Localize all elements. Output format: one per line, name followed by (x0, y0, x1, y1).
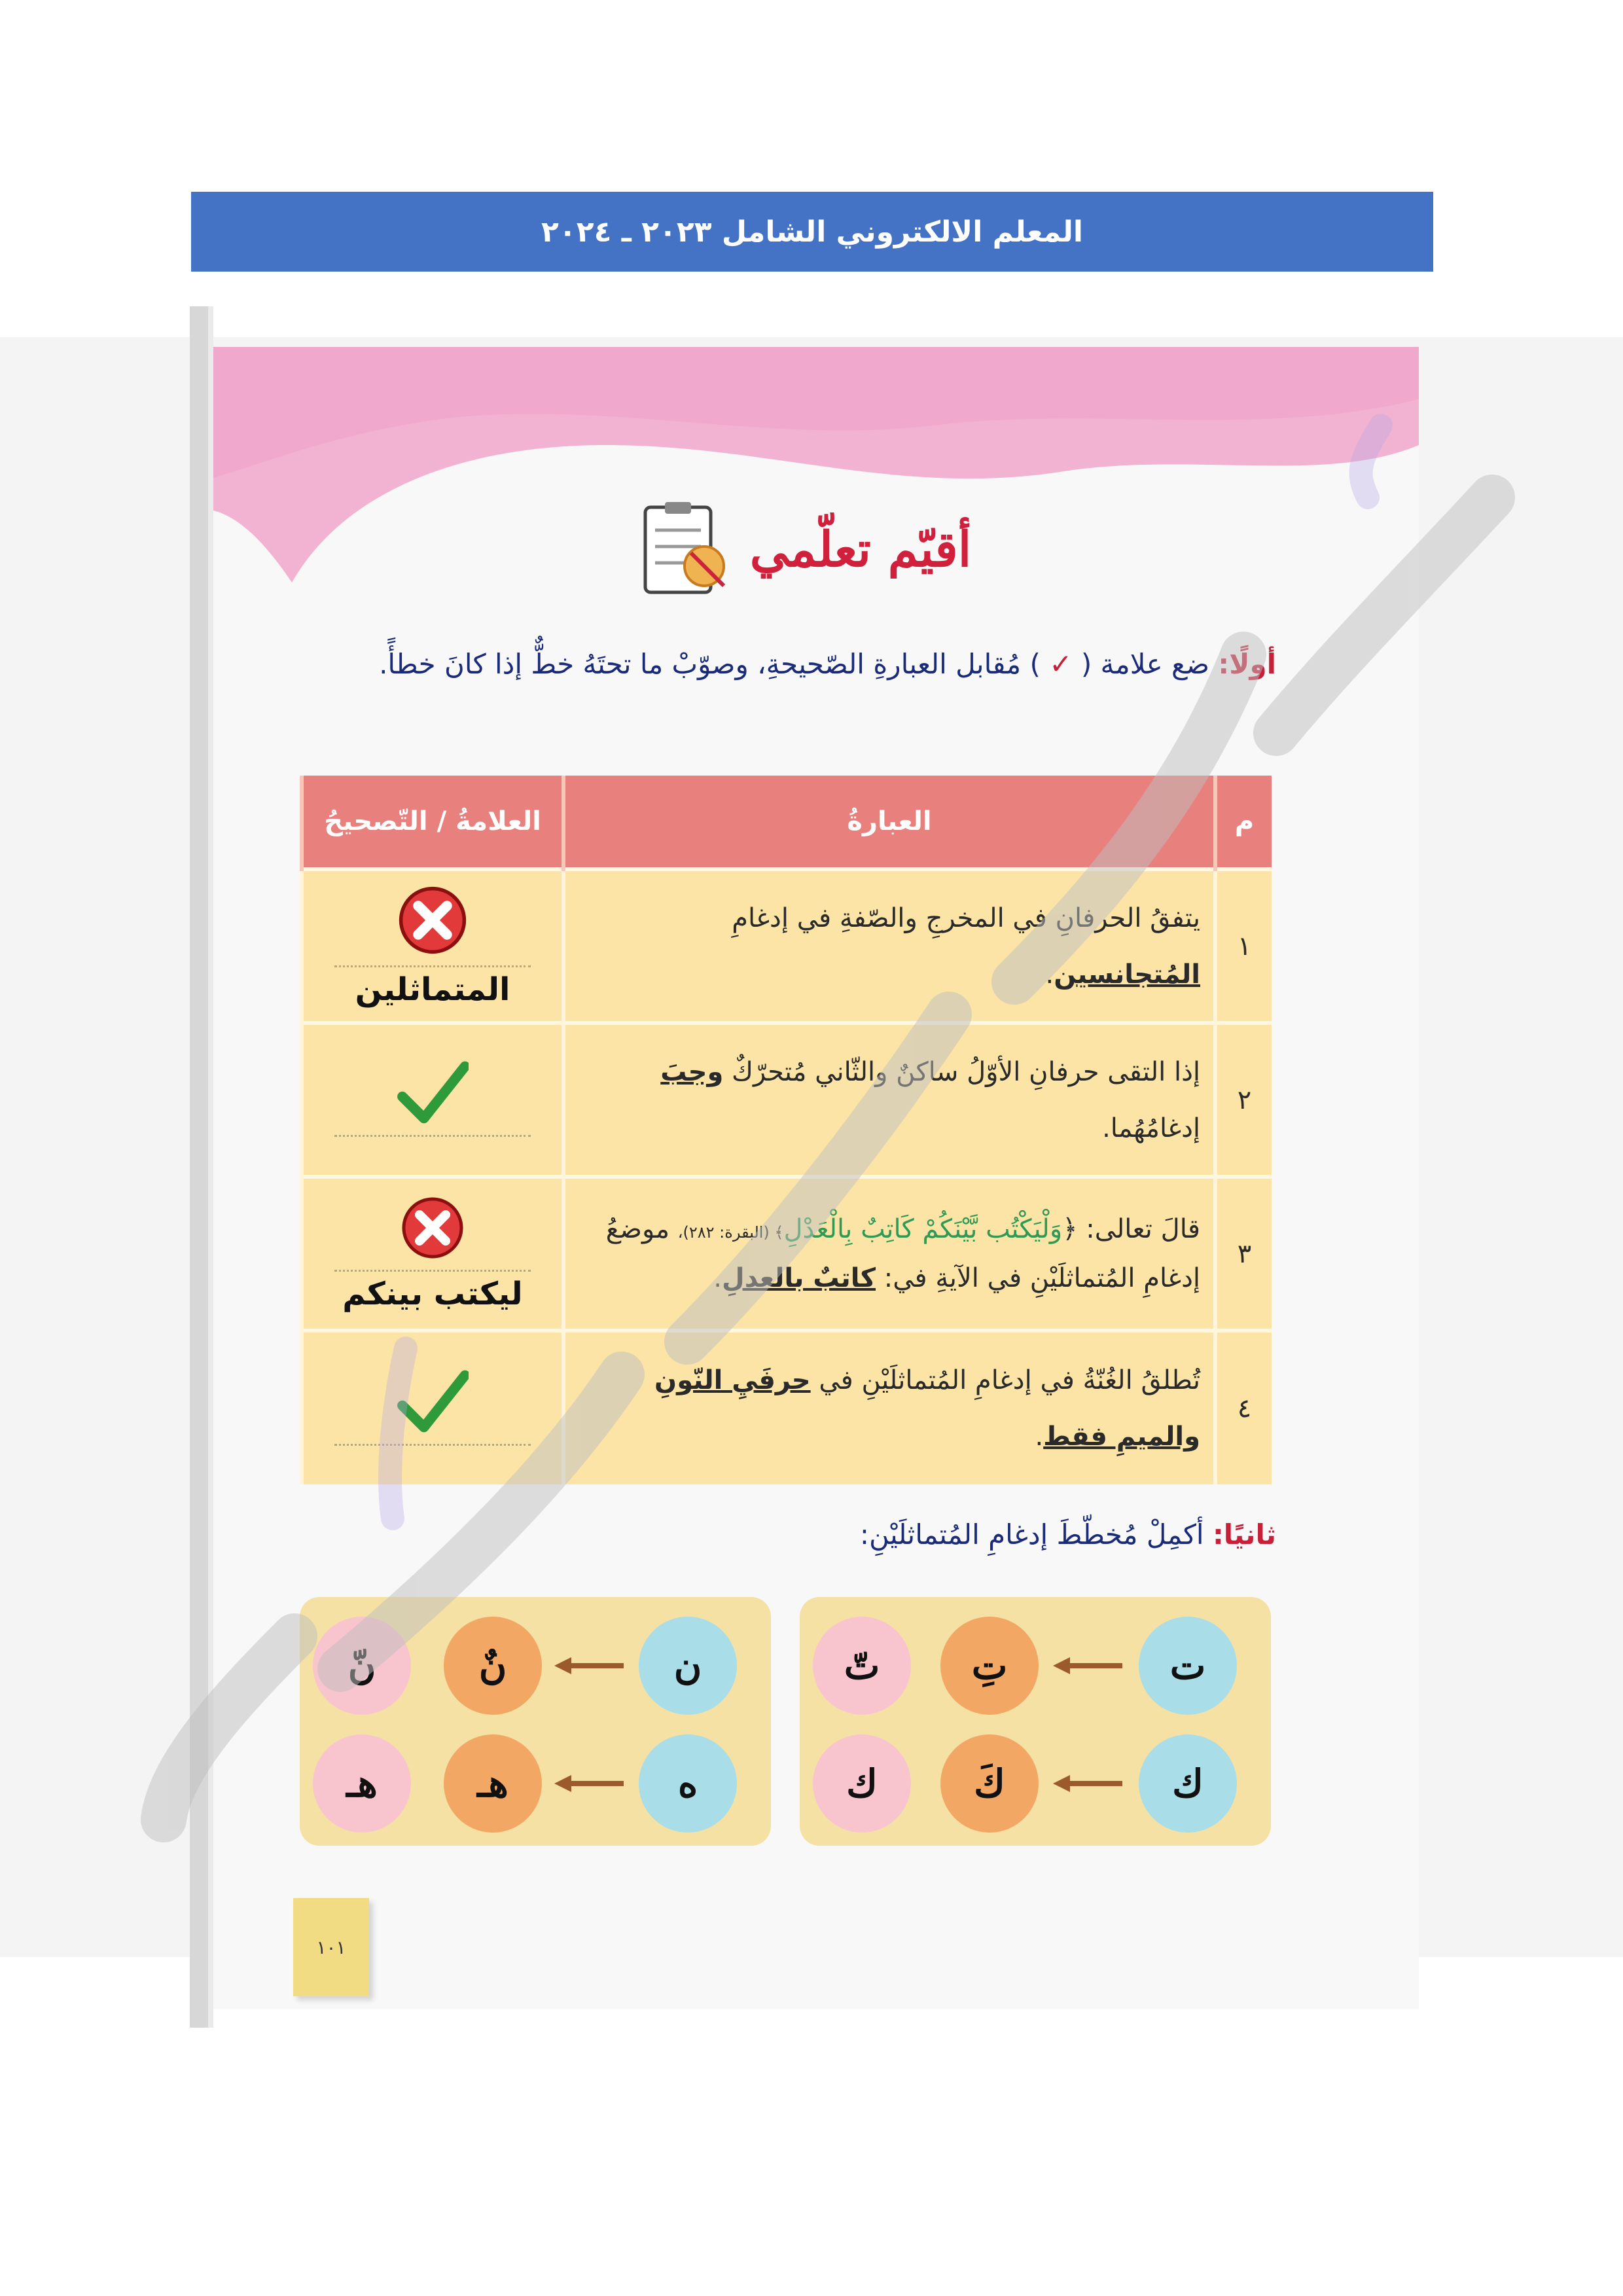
document-header (191, 192, 1433, 272)
dotted-line (334, 1444, 531, 1446)
diagram-circle-step: كَ (940, 1734, 1039, 1833)
lesson-title: أقيّم تعلّمي (749, 522, 972, 578)
statement-end: إدغامُهُما. (1102, 1113, 1200, 1143)
section1-label: أولًا: (1218, 648, 1276, 680)
instruction-1 (281, 638, 1276, 691)
row-mark (302, 1177, 563, 1331)
statement-end: . (1035, 1422, 1044, 1452)
row-statement (563, 1331, 1215, 1484)
row-mark (302, 1331, 563, 1484)
statement-text-2: موضعُ إدغامِ المُتماثلَيْنِ في الآيةِ في: (605, 1214, 1200, 1293)
row-number: ٣ (1215, 1177, 1272, 1331)
check-icon (397, 1369, 469, 1435)
statement-text: يتفقُ الحرفانِ في المخرجِ والصّفةِ في إدغامِ (732, 903, 1200, 933)
diagram-circle-result: نّ (313, 1617, 411, 1715)
row-statement (563, 869, 1215, 1023)
instruction-2 (753, 1518, 1276, 1551)
diagram-circle-original: ن (639, 1617, 737, 1715)
arrow-left-icon (1050, 1656, 1122, 1676)
diagram-circle-step: نٌ (444, 1617, 542, 1715)
arrow-left-icon (552, 1656, 624, 1676)
correction-text: المتماثلين (355, 971, 510, 1008)
arrow-left-icon (552, 1774, 624, 1793)
diagram-circle-result: تّ (813, 1617, 911, 1715)
row-statement (563, 1177, 1215, 1331)
diagram-circle-step: هـ (444, 1734, 542, 1833)
table-row (302, 1023, 1272, 1177)
section2-text: أكمِلْ مُخطّطَ إدغامِ المُتماثلَيْنِ: (859, 1518, 1204, 1551)
check-symbol: ✓ (1049, 648, 1073, 680)
diagram-circle-original: ك (1139, 1734, 1237, 1833)
section2-label: ثانيًا: (1212, 1518, 1276, 1551)
underlined-text: المُتجانسين (1054, 959, 1200, 990)
row-statement (563, 1023, 1215, 1177)
table-row (302, 1177, 1272, 1331)
clipboard-icon (632, 501, 737, 599)
table-header-row (302, 776, 1272, 869)
diagram-circle-result: هـ (313, 1734, 411, 1833)
page-number: ١٠١ (293, 1898, 369, 1996)
statement-text: قالَ تعالى: ﴿ (1062, 1214, 1200, 1244)
section1-text-before: ضع علامة ( (1080, 648, 1210, 680)
row-mark (302, 869, 563, 1023)
diagram-circle-step: تِ (940, 1617, 1039, 1715)
dotted-line (334, 965, 531, 967)
underlined-text: وجبَ (660, 1056, 724, 1087)
statement-text: إذا التقى حرفانِ الأوّلُ ساكنٌ والثّاني مُتحرّكٌ (723, 1056, 1200, 1087)
header-num: م (1215, 776, 1272, 869)
row-number: ١ (1215, 869, 1272, 1023)
section1-text-after: ) مُقابل العبارةِ الصّحيحةِ، وصوّبْ ما تحتَهُ خطٌّ إذا كانَ خطأً. (379, 648, 1041, 680)
statement-end: . (1045, 959, 1054, 990)
arrow-left-icon (1050, 1774, 1122, 1793)
row-number: ٤ (1215, 1331, 1272, 1484)
underlined-text: كاتبٌ بالعدلِ (721, 1263, 876, 1293)
book-spine-highlight (208, 306, 213, 2028)
quran-reference: ﴾ (البقرة: ٢٨٢)، (677, 1223, 784, 1242)
statement-text: تُطلقُ الغُنّةُ في إدغامِ المُتماثلَيْنِ في (810, 1365, 1200, 1395)
dotted-line (334, 1270, 531, 1272)
header-mark: العلامةُ / التّصحيحُ (302, 776, 563, 869)
assessment-table (300, 776, 1272, 1484)
cross-icon (397, 884, 469, 956)
underlined-text: حرفَيِ النّونِ والميمِ فقط (654, 1365, 1200, 1452)
dotted-line (334, 1135, 531, 1137)
header-title: المعلم الالكتروني الشامل ٢٠٢٣ ـ ٢٠٢٤ (541, 215, 1083, 249)
diagram-circle-result: ك (813, 1734, 911, 1833)
quran-text: وَلْيَكْتُب بَّيْنَكُمْ كَاتِبٌ بِالْعَدْلِ (783, 1214, 1063, 1244)
table-row (302, 869, 1272, 1023)
lesson-title-row (589, 484, 1014, 615)
diagram-circle-original: ت (1139, 1617, 1237, 1715)
row-number: ٢ (1215, 1023, 1272, 1177)
correction-text: ليكتب بينكم (342, 1276, 523, 1312)
row-mark (302, 1023, 563, 1177)
check-icon (397, 1060, 469, 1126)
cross-icon (400, 1195, 465, 1261)
table-row (302, 1331, 1272, 1484)
diagram-circle-original: ه (639, 1734, 737, 1833)
header-statement: العبارةُ (563, 776, 1215, 869)
statement-end: . (713, 1263, 722, 1293)
